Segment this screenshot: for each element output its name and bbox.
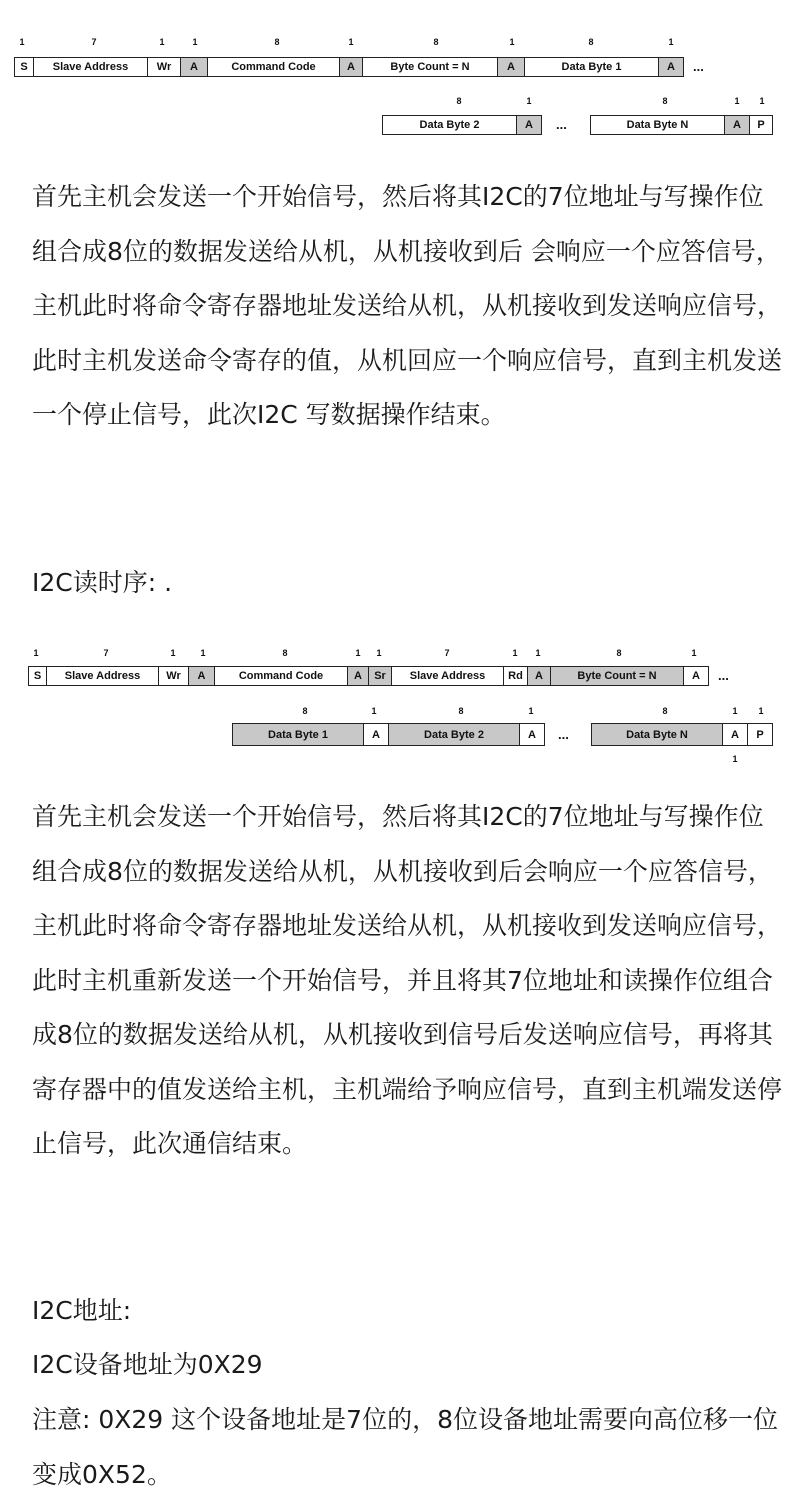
write-timing-diagram xyxy=(0,0,790,150)
command-code-cell: Command Code xyxy=(214,666,348,686)
ack-cell: A xyxy=(188,666,215,686)
start-cell: S xyxy=(14,57,34,77)
bit-count: 1 xyxy=(732,706,738,716)
bit-count: 8 xyxy=(456,96,462,106)
ack-cell: A xyxy=(519,723,545,746)
bit-count: 8 xyxy=(588,37,594,47)
bit-count: 1 xyxy=(528,706,534,716)
data-byte-cell: Data Byte 1 xyxy=(232,723,364,746)
bit-count: 1 xyxy=(526,96,532,106)
write-bit-cell: Wr xyxy=(158,666,189,686)
continuation-ellipsis: ... xyxy=(556,117,567,132)
ack-cell: A xyxy=(363,723,389,746)
ack-cell: A xyxy=(347,666,369,686)
bit-count: 1 xyxy=(691,648,697,658)
ack-cell: A xyxy=(497,57,525,77)
bit-count: 8 xyxy=(302,706,308,716)
data-byte-cell: Data Byte 1 xyxy=(524,57,659,77)
bit-count: 1 xyxy=(732,754,738,764)
ack-cell: A xyxy=(516,115,542,135)
bit-count: 1 xyxy=(376,648,382,658)
bit-count: 8 xyxy=(662,706,668,716)
bit-count: 8 xyxy=(458,706,464,716)
read-description: 首先主机会发送一个开始信号，然后将其I2C的7位地址与写操作位组合成8位的数据发送给从机，从机接收到后会响应一个应答信号，主机此时将命令寄存器地址发送给从机，从机接收到发送响应信号， 此时主机重新发送一个开始信号，并且将其7位地址和读操作位组合成8位的数据发送给从机，从机接收到信号后发送响应信号，再将其寄存器中的值发送给主机，主机端给予响应信号，直到主机端发送停止信号，此次通信结束。 xyxy=(32,802,783,1158)
bit-count: 1 xyxy=(355,648,361,658)
bit-count: 1 xyxy=(200,648,206,658)
bit-count: 1 xyxy=(509,37,515,47)
read-timing-diagram xyxy=(0,640,790,780)
bit-count: 7 xyxy=(91,37,97,47)
data-byte-cell: Data Byte 2 xyxy=(382,115,517,135)
address-note: 注意: 0X29 这个设备地址是7位的，8位设备地址需要向高位移一位变成0X52。 xyxy=(32,1405,778,1489)
bit-count: 1 xyxy=(759,96,765,106)
bit-count: 1 xyxy=(348,37,354,47)
bit-count: 7 xyxy=(103,648,109,658)
bit-count: 1 xyxy=(371,706,377,716)
write-bit-cell: Wr xyxy=(147,57,181,77)
ack-cell: A xyxy=(339,57,363,77)
continuation-ellipsis: ... xyxy=(558,727,569,742)
read-timing-heading: I2C读时序: . xyxy=(32,568,173,597)
bit-count: 1 xyxy=(159,37,165,47)
ack-cell: A xyxy=(683,666,709,686)
continuation-ellipsis: ... xyxy=(718,668,729,683)
slave-address-cell: Slave Address xyxy=(46,666,159,686)
bit-count: 1 xyxy=(33,648,39,658)
bit-count: 8 xyxy=(274,37,280,47)
bit-count: 8 xyxy=(662,96,668,106)
address-heading: I2C地址: xyxy=(32,1296,132,1325)
device-address-line: I2C设备地址为0X29 xyxy=(32,1350,263,1379)
stop-cell: P xyxy=(749,115,773,135)
continuation-ellipsis: ... xyxy=(693,59,704,74)
bit-count: 8 xyxy=(433,37,439,47)
ack-cell: A xyxy=(724,115,750,135)
bit-count: 8 xyxy=(282,648,288,658)
bit-count: 1 xyxy=(668,37,674,47)
start-cell: S xyxy=(28,666,47,686)
bit-count: 1 xyxy=(170,648,176,658)
bit-count: 7 xyxy=(444,648,450,658)
data-byte-cell: Data Byte N xyxy=(591,723,723,746)
ack-cell: A xyxy=(180,57,208,77)
ack-cell: A xyxy=(527,666,551,686)
stop-cell: P xyxy=(747,723,773,746)
byte-count-cell: Byte Count = N xyxy=(550,666,684,686)
slave-address-cell: Slave Address xyxy=(391,666,504,686)
bit-count: 8 xyxy=(616,648,622,658)
bit-count: 1 xyxy=(19,37,25,47)
data-byte-cell: Data Byte 2 xyxy=(388,723,520,746)
bit-count: 1 xyxy=(512,648,518,658)
read-bit-cell: Rd xyxy=(503,666,528,686)
command-code-cell: Command Code xyxy=(207,57,340,77)
repeated-start-cell: Sr xyxy=(368,666,392,686)
bit-count: 1 xyxy=(192,37,198,47)
byte-count-cell: Byte Count = N xyxy=(362,57,498,77)
ack-cell: A xyxy=(722,723,748,746)
data-byte-cell: Data Byte N xyxy=(590,115,725,135)
bit-count: 1 xyxy=(535,648,541,658)
slave-address-cell: Slave Address xyxy=(33,57,148,77)
bit-count: 1 xyxy=(734,96,740,106)
ack-cell: A xyxy=(658,57,684,77)
write-description: 首先主机会发送一个开始信号，然后将其I2C的7位地址与写操作位组合成8位的数据发送给从机，从机接收到后 会响应一个应答信号，主机此时将命令寄存器地址发送给从机，从机接收到发送响应信号，此时主机发送命令寄存的值，从机回应一个响应信号，直到主机发送一个停止信号，此次I2C 写数据操作结束。 xyxy=(32,182,783,429)
bit-count: 1 xyxy=(758,706,764,716)
